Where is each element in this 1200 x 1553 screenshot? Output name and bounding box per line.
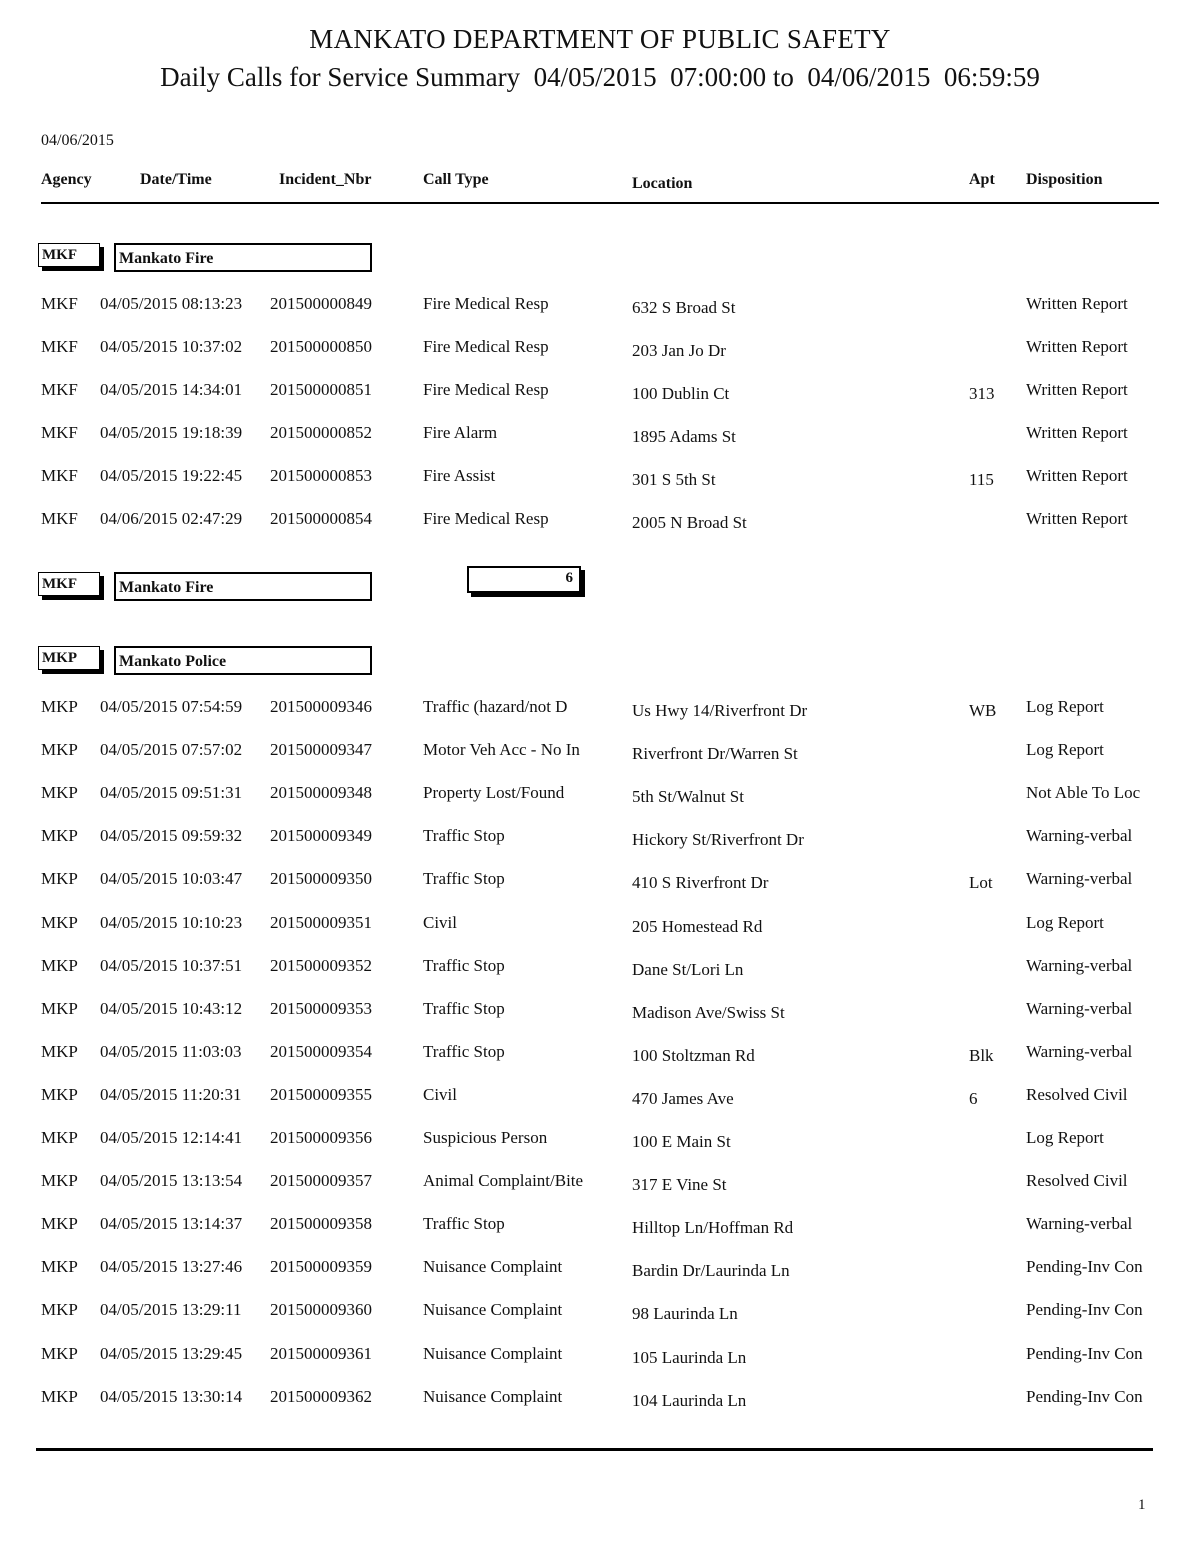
cell-disposition: Pending-Inv Con (1026, 1343, 1143, 1363)
cell-disposition: Written Report (1026, 380, 1128, 399)
cell-datetime: 04/05/2015 13:29:11 (100, 1300, 242, 1320)
agency-code-box: MKF (38, 572, 100, 596)
column-header-apt: Apt (969, 171, 995, 188)
cell-datetime: 04/05/2015 07:54:59 (100, 697, 243, 716)
call-count-box: 6 (467, 566, 581, 593)
cell-agency: MKF (41, 337, 78, 356)
table-row (0, 466, 1200, 490)
cell-agency: MKP (41, 1084, 78, 1104)
cell-location: Madison Ave/Swiss St (632, 1002, 785, 1022)
footer-divider (36, 1448, 1153, 1451)
cell-datetime: 04/05/2015 19:18:39 (100, 423, 243, 442)
cell-incident-number: 201500009348 (270, 783, 372, 803)
cell-agency: MKF (41, 466, 78, 485)
cell-agency: MKP (41, 1214, 78, 1234)
cell-disposition: Warning-verbal (1026, 1214, 1133, 1234)
cell-agency: MKP (41, 1386, 78, 1406)
page-number: 1 (1138, 1497, 1146, 1513)
agency-name-box: Mankato Fire (114, 243, 372, 272)
cell-datetime: 04/05/2015 13:30:14 (100, 1386, 243, 1406)
cell-location: 410 S Riverfront Dr (632, 873, 769, 893)
cell-agency: MKP (41, 998, 78, 1018)
cell-disposition: Not Able To Loc (1026, 783, 1141, 803)
cell-incident-number: 201500009346 (270, 697, 372, 716)
cell-agency: MKP (41, 912, 78, 932)
cell-location: 98 Laurinda Ln (632, 1304, 738, 1324)
cell-apt: 115 (969, 470, 994, 489)
table-row (0, 294, 1200, 318)
cell-location: 205 Homestead Rd (632, 916, 763, 936)
cell-apt: WB (969, 701, 997, 720)
column-header-agency: Agency (41, 171, 92, 188)
cell-incident-number: 201500009361 (270, 1343, 372, 1363)
report-title: MANKATO DEPARTMENT OF PUBLIC SAFETY (309, 24, 891, 54)
cell-disposition: Log Report (1026, 740, 1104, 760)
cell-incident-number: 201500009362 (270, 1386, 372, 1406)
cell-call-type: Traffic Stop (423, 826, 505, 846)
cell-call-type: Civil (423, 912, 458, 932)
cell-location: Us Hwy 14/Riverfront Dr (632, 701, 808, 720)
cell-incident-number: 201500009358 (270, 1214, 372, 1234)
cell-incident-number: 201500000852 (270, 423, 372, 442)
cell-datetime: 04/05/2015 09:51:31 (100, 783, 243, 803)
cell-location: 105 Laurinda Ln (632, 1347, 747, 1367)
cell-call-type: Nuisance Complaint (423, 1257, 563, 1277)
cell-agency: MKP (41, 1343, 78, 1363)
cell-location: 100 E Main St (632, 1132, 731, 1151)
cell-call-type: Traffic Stop (423, 1041, 505, 1061)
cell-incident-number: 201500009357 (270, 1171, 372, 1191)
cell-call-type: Motor Veh Acc - No In (423, 740, 580, 760)
cell-incident-number: 201500000850 (270, 337, 372, 356)
table-row (0, 1214, 1200, 1238)
table-row (0, 783, 1200, 807)
table-row (0, 697, 1200, 721)
cell-call-type: Fire Alarm (423, 423, 498, 442)
cell-disposition: Written Report (1026, 466, 1128, 485)
cell-agency: MKF (41, 509, 78, 528)
column-header-incident: Incident_Nbr (279, 171, 372, 188)
cell-disposition: Log Report (1026, 697, 1104, 716)
cell-datetime: 04/05/2015 11:20:31 (100, 1084, 242, 1104)
cell-disposition: Written Report (1026, 294, 1128, 313)
cell-call-type: Nuisance Complaint (423, 1300, 563, 1320)
cell-agency: MKF (41, 423, 78, 442)
cell-incident-number: 201500009356 (270, 1128, 372, 1147)
cell-call-type: Civil (423, 1084, 458, 1104)
cell-call-type: Fire Medical Resp (423, 294, 549, 313)
cell-disposition: Resolved Civil (1026, 1084, 1128, 1104)
cell-incident-number: 201500009355 (270, 1084, 372, 1104)
table-row (0, 740, 1200, 764)
cell-disposition: Warning-verbal (1026, 955, 1133, 975)
table-row (0, 826, 1200, 850)
cell-call-type: Fire Medical Resp (423, 380, 549, 399)
cell-call-type: Nuisance Complaint (423, 1343, 563, 1363)
cell-location: 104 Laurinda Ln (632, 1390, 747, 1410)
agency-code-box: MKP (38, 646, 100, 670)
cell-call-type: Fire Medical Resp (423, 337, 549, 356)
cell-location: Riverfront Dr/Warren St (632, 744, 798, 764)
cell-disposition: Written Report (1026, 337, 1128, 356)
cell-agency: MKP (41, 783, 78, 803)
table-row (0, 423, 1200, 447)
cell-location: Dane St/Lori Ln (632, 959, 744, 979)
cell-location: Hilltop Ln/Hoffman Rd (632, 1218, 794, 1238)
cell-location: 5th St/Walnut St (632, 787, 744, 807)
cell-datetime: 04/05/2015 09:59:32 (100, 826, 243, 846)
cell-disposition: Warning-verbal (1026, 998, 1133, 1018)
cell-location: Hickory St/Riverfront Dr (632, 830, 804, 850)
agency-name-box: Mankato Fire (114, 572, 372, 601)
cell-datetime: 04/06/2015 02:47:29 (100, 509, 243, 528)
table-row (0, 1387, 1200, 1411)
cell-call-type: Nuisance Complaint (423, 1386, 563, 1406)
cell-datetime: 04/05/2015 10:10:23 (100, 912, 243, 932)
cell-datetime: 04/05/2015 10:43:12 (100, 998, 243, 1018)
cell-agency: MKP (41, 1041, 78, 1061)
table-row (0, 1085, 1200, 1109)
cell-disposition: Written Report (1026, 423, 1128, 442)
cell-incident-number: 201500000854 (270, 509, 372, 528)
cell-agency: MKP (41, 826, 78, 846)
cell-incident-number: 201500009347 (270, 740, 372, 760)
cell-agency: MKP (41, 1257, 78, 1277)
table-row (0, 1257, 1200, 1281)
cell-location: 100 Stoltzman Rd (632, 1045, 755, 1065)
table-row (0, 509, 1200, 533)
agency-code-box: MKF (38, 243, 100, 267)
cell-incident-number: 201500009354 (270, 1041, 372, 1061)
cell-agency: MKP (41, 1300, 78, 1320)
cell-call-type: Property Lost/Found (423, 783, 565, 803)
table-row (0, 1300, 1200, 1324)
cell-agency: MKF (41, 380, 78, 399)
cell-datetime: 04/05/2015 10:37:02 (100, 337, 243, 356)
cell-agency: MKP (41, 1128, 78, 1147)
cell-agency: MKP (41, 740, 78, 760)
column-header-location: Location (632, 175, 693, 192)
cell-incident-number: 201500000849 (270, 294, 372, 313)
cell-location: 203 Jan Jo Dr (632, 341, 726, 360)
cell-call-type: Traffic (hazard/not D (423, 697, 568, 716)
cell-datetime: 04/05/2015 13:13:54 (100, 1171, 243, 1191)
cell-call-type: Suspicious Person (423, 1128, 548, 1147)
cell-datetime: 04/05/2015 14:34:01 (100, 380, 243, 399)
table-row (0, 956, 1200, 980)
cell-datetime: 04/05/2015 12:14:41 (100, 1128, 243, 1147)
cell-incident-number: 201500009360 (270, 1300, 372, 1320)
cell-call-type: Animal Complaint/Bite (423, 1171, 584, 1191)
cell-datetime: 04/05/2015 13:29:45 (100, 1343, 243, 1363)
table-row (0, 869, 1200, 893)
cell-call-type: Traffic Stop (423, 1214, 505, 1234)
report-subtitle: Daily Calls for Service Summary 04/05/2015 07:00:00 to 04/06/2015 06:59:59 (160, 62, 1040, 92)
cell-disposition: Pending-Inv Con (1026, 1300, 1143, 1320)
cell-apt: Blk (969, 1045, 994, 1065)
cell-disposition: Warning-verbal (1026, 869, 1133, 889)
agency-name-box: Mankato Police (114, 646, 372, 675)
cell-disposition: Pending-Inv Con (1026, 1257, 1143, 1277)
cell-location: Bardin Dr/Laurinda Ln (632, 1261, 790, 1281)
cell-incident-number: 201500009359 (270, 1257, 372, 1277)
table-row (0, 913, 1200, 937)
cell-apt: 313 (969, 384, 995, 403)
cell-call-type: Fire Medical Resp (423, 509, 549, 528)
cell-apt: 6 (969, 1088, 978, 1108)
cell-disposition: Log Report (1026, 1128, 1104, 1147)
cell-agency: MKF (41, 294, 78, 313)
cell-datetime: 04/05/2015 13:14:37 (100, 1214, 243, 1234)
cell-incident-number: 201500009350 (270, 869, 372, 889)
column-header-disposition: Disposition (1026, 171, 1103, 188)
cell-datetime: 04/05/2015 07:57:02 (100, 740, 243, 760)
cell-call-type: Traffic Stop (423, 955, 505, 975)
cell-datetime: 04/05/2015 10:37:51 (100, 955, 243, 975)
cell-location: 301 S 5th St (632, 470, 716, 489)
print-date: 04/06/2015 (41, 132, 114, 149)
cell-agency: MKP (41, 955, 78, 975)
column-header-datetime: Date/Time (140, 171, 212, 188)
table-row (0, 999, 1200, 1023)
cell-incident-number: 201500009353 (270, 998, 372, 1018)
cell-datetime: 04/05/2015 11:03:03 (100, 1041, 242, 1061)
cell-agency: MKP (41, 869, 78, 889)
table-row (0, 1042, 1200, 1066)
cell-datetime: 04/05/2015 08:13:23 (100, 294, 243, 313)
cell-call-type: Fire Assist (423, 466, 496, 485)
cell-disposition: Pending-Inv Con (1026, 1386, 1143, 1406)
cell-datetime: 04/05/2015 13:27:46 (100, 1257, 243, 1277)
table-row (0, 1128, 1200, 1152)
cell-disposition: Written Report (1026, 509, 1128, 528)
cell-disposition: Warning-verbal (1026, 1041, 1133, 1061)
cell-datetime: 04/05/2015 10:03:47 (100, 869, 243, 889)
cell-location: 100 Dublin Ct (632, 384, 730, 403)
table-row (0, 337, 1200, 361)
cell-call-type: Traffic Stop (423, 869, 505, 889)
cell-location: 1895 Adams St (632, 427, 736, 446)
table-row (0, 380, 1200, 404)
cell-apt: Lot (969, 873, 993, 893)
cell-call-type: Traffic Stop (423, 998, 505, 1018)
cell-incident-number: 201500009351 (270, 912, 372, 932)
cell-incident-number: 201500009349 (270, 826, 372, 846)
header-divider (41, 202, 1159, 204)
cell-disposition: Log Report (1026, 912, 1104, 932)
cell-location: 2005 N Broad St (632, 513, 747, 532)
cell-disposition: Warning-verbal (1026, 826, 1133, 846)
cell-location: 470 James Ave (632, 1088, 734, 1108)
cell-agency: MKP (41, 697, 78, 716)
cell-incident-number: 201500009352 (270, 955, 372, 975)
cell-datetime: 04/05/2015 19:22:45 (100, 466, 243, 485)
table-row (0, 1171, 1200, 1195)
cell-incident-number: 201500000851 (270, 380, 372, 399)
cell-agency: MKP (41, 1171, 78, 1191)
cell-disposition: Resolved Civil (1026, 1171, 1128, 1191)
cell-location: 632 S Broad St (632, 298, 736, 317)
table-row (0, 1344, 1200, 1368)
column-header-calltype: Call Type (423, 171, 489, 188)
cell-location: 317 E Vine St (632, 1175, 727, 1195)
cell-incident-number: 201500000853 (270, 466, 372, 485)
